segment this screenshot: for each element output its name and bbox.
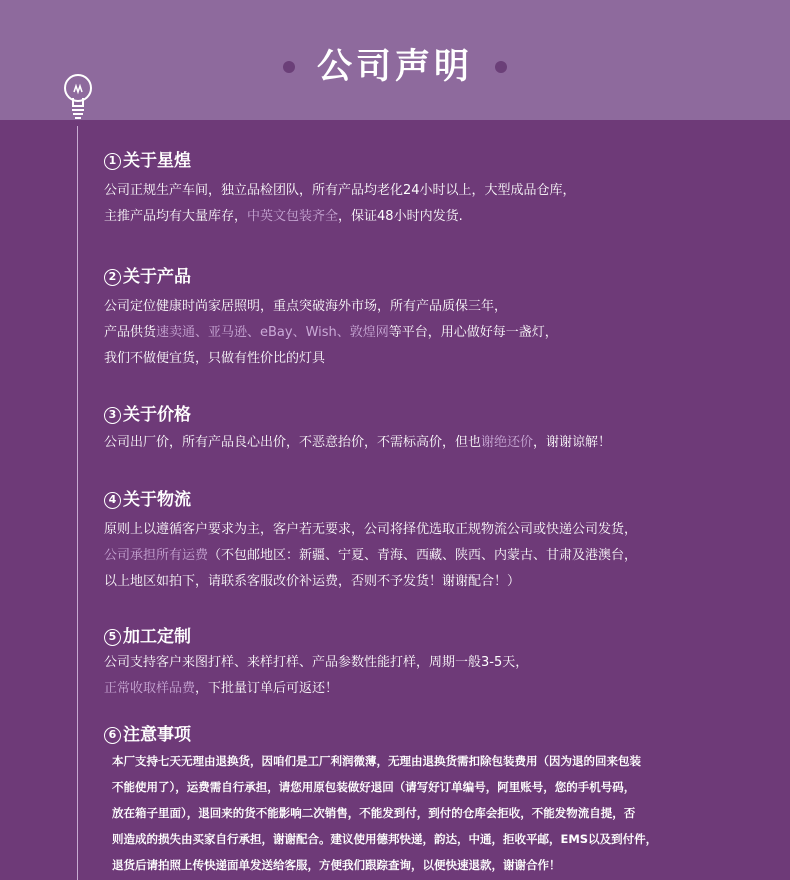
paragraph-line: 则造成的损失由买家自行承担，谢谢配合。建议使用德邦快递，韵达，中通，拒收平邮，EMS以及到付件， xyxy=(112,832,658,846)
section-heading: 3 关于价格 xyxy=(104,402,784,428)
lightbulb-icon xyxy=(62,72,94,126)
paragraph-line: 原则上以遵循客户要求为主，客户若无要求，公司将择优选取正规物流公司或快递公司发货， xyxy=(104,522,638,537)
title-right-dot xyxy=(495,61,507,73)
paragraph-line: 放在箱子里面），退回来的货不能影响二次销售，不能发到付，到付的仓库会拒收，不能发物流自提，否 xyxy=(112,806,636,820)
paragraph-line: 主推产品均有大量库存，中英文包装齐全，保证48小时内发货. xyxy=(104,209,463,224)
paragraph-line: 公司支持客户来图打样、来样打样、产品参数性能打样，周期一般3-5天， xyxy=(104,655,529,670)
section-heading: 6 注意事项 xyxy=(104,722,784,748)
paragraph-line: 退货后请拍照上传快递面单发送给客服，方便我们跟踪查询，以便快速退款，谢谢合作！ xyxy=(112,858,561,872)
section-heading: 4 关于物流 xyxy=(104,487,784,513)
paragraph-line: 不能使用了），运费需自行承担，请您用原包装做好退回（请写好订单编号，阿里账号，您的手机号码， xyxy=(112,780,636,794)
title-row xyxy=(0,40,790,94)
title-left-dot xyxy=(283,61,295,73)
paragraph-line: 以上地区如拍下，请联系客服改价补运费，否则不予发货！谢谢配合！） xyxy=(104,574,521,589)
section-about-products xyxy=(104,264,784,372)
paragraph-line: 产品供货速卖通、亚马逊、eBay、Wish、敦煌网等平台，用心做好每一盏灯， xyxy=(104,325,558,340)
section-heading: 5 加工定制 xyxy=(104,624,784,650)
paragraph-line: 公司正规生产车间，独立品检团队，所有产品均老化24小时以上，大型成品仓库， xyxy=(104,183,576,198)
paragraph-line: 公司出厂价，所有产品良心出价，不恶意抬价，不需标高价，但也谢绝还价，谢谢谅解！ xyxy=(104,435,612,450)
notes-body xyxy=(112,748,782,878)
section-about-brand xyxy=(104,148,784,230)
section-custom-processing xyxy=(104,624,784,702)
section-about-logistics xyxy=(104,487,784,595)
page-title: 公司声明 xyxy=(316,47,473,87)
section-notes xyxy=(104,722,784,748)
paragraph-line: 正常收取样品费，下批量订单后可返还！ xyxy=(104,681,339,696)
paragraph-line: 公司承担所有运费（不包邮地区：新疆、宁夏、青海、西藏、陕西、内蒙古、甘肃及港澳台， xyxy=(104,548,638,563)
section-heading: 1 关于星煌 xyxy=(104,148,784,174)
paragraph-line: 公司定位健康时尚家居照明，重点突破海外市场，所有产品质保三年， xyxy=(104,299,508,314)
paragraph-line: 我们不做便宜货，只做有性价比的灯具 xyxy=(104,351,326,366)
section-about-price xyxy=(104,402,784,456)
timeline-line xyxy=(77,126,78,880)
section-heading: 2 关于产品 xyxy=(104,264,784,290)
paragraph-line: 本厂支持七天无理由退换货，因咱们是工厂利润微薄，无理由退换货需扣除包装费用（因为退的回来包装 xyxy=(112,754,641,768)
